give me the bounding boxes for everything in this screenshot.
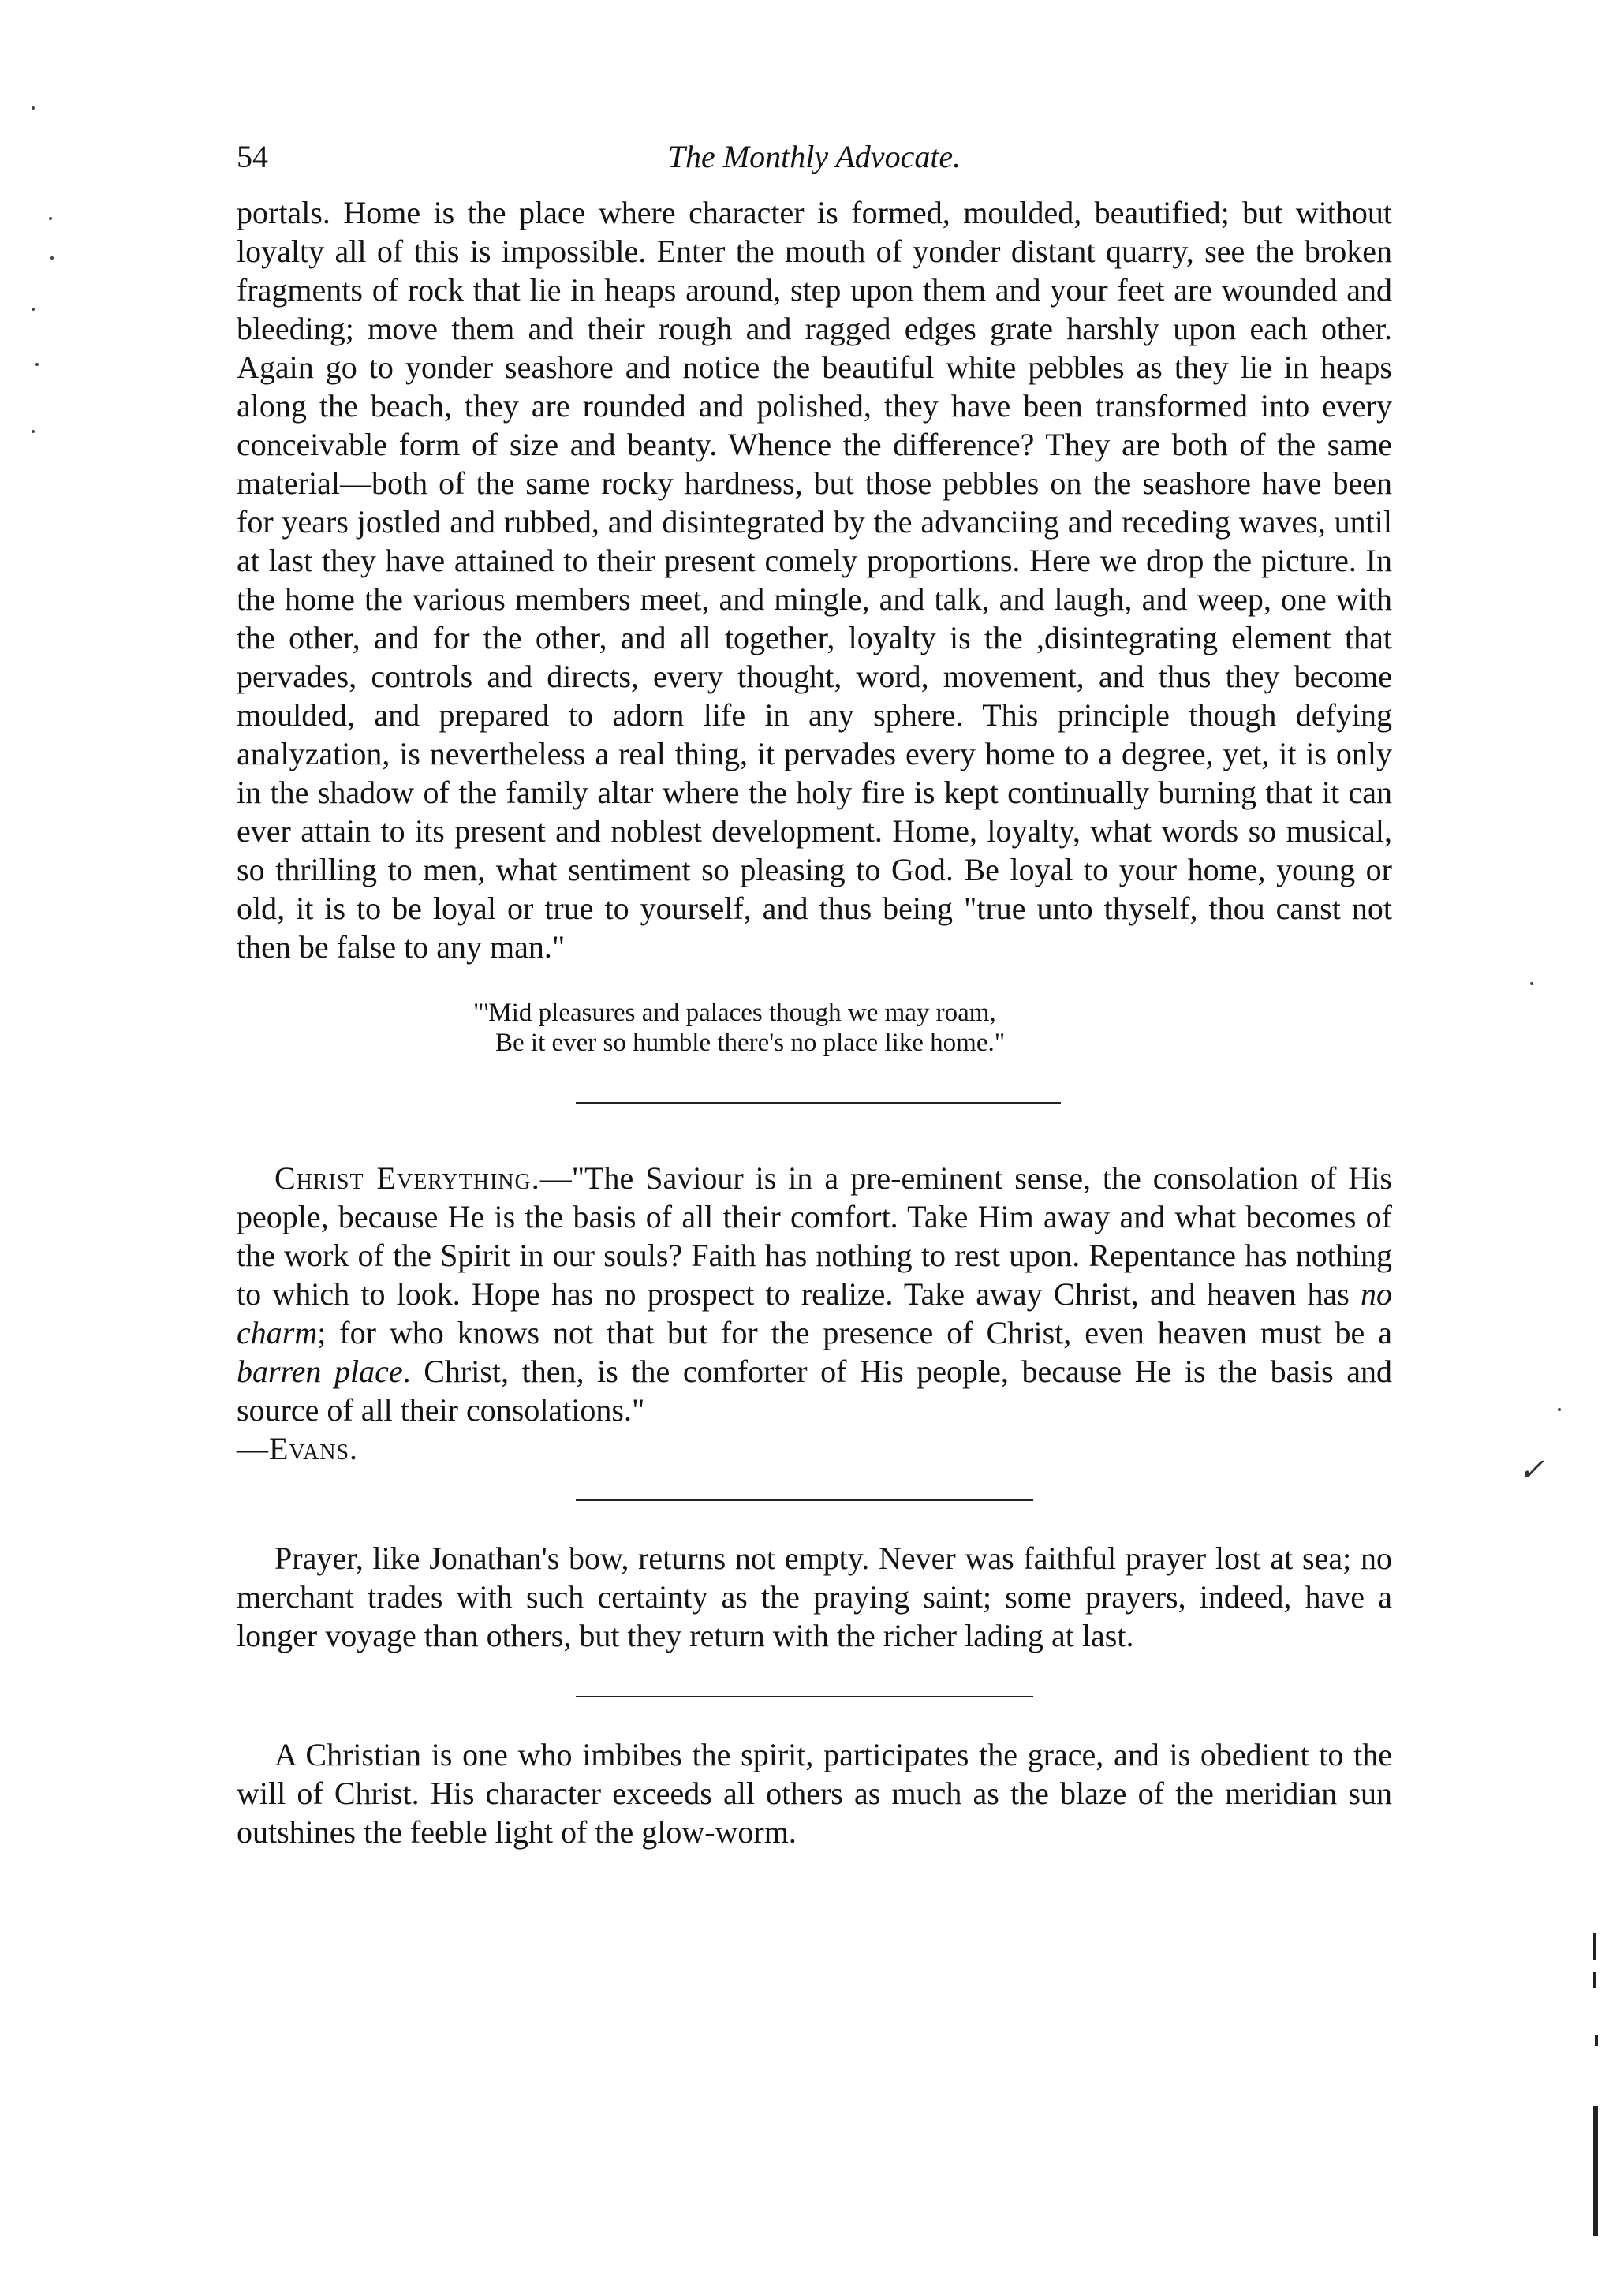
margin-speck xyxy=(50,256,54,260)
page-number: 54 xyxy=(237,139,268,174)
handwritten-mark: ✓ xyxy=(1518,1452,1545,1488)
italic-phrase: barren place xyxy=(237,1354,403,1389)
page-content xyxy=(237,138,1392,1851)
verse-quote xyxy=(473,998,1392,1058)
christ-everything-text: ; for who knows not that but for the presence of Christ, even heaven must be a xyxy=(317,1315,1392,1350)
running-title: The Monthly Advocate. xyxy=(667,139,961,174)
page-header xyxy=(237,138,1392,193)
scan-edge-mark xyxy=(1595,2035,1598,2046)
section-divider xyxy=(576,1499,1033,1501)
margin-speck xyxy=(32,430,35,433)
margin-speck xyxy=(32,106,35,110)
section-divider xyxy=(576,1696,1033,1697)
verse-line: "'Mid pleasures and palaces though we may roam, xyxy=(473,999,996,1027)
margin-speck xyxy=(1530,982,1533,985)
christian-paragraph: A Christian is one who imbibes the spirit, participates the grace, and is obedient to the will of Christ. His character exceeds all others as much as the blaze of the meridian sun outshines the feeble light of the glow-worm. xyxy=(237,1737,1392,1850)
christ-everything-text: —"The Saviour is in a pre-eminent sense, the consolation of His people, because He is the basis of all their comfort. Take Him away and what becomes of the work of the Spirit in our souls? Faith has nothing to rest upon. Repentance has nothing to which to look. Hope has no prospect to realize. Take away Christ, and heaven has xyxy=(237,1160,1392,1312)
article-paragraph: portals. Home is the place where character is formed, moulded, beautified; but without loyalty all of this is impossible. Enter the mouth of yonder distant quarry, see the broken fragments of rock that lie in heaps around, step upon them and your feet are wounded and bleeding; move them and their rough and ragged edges grate harshly upon each other. Again go to yonder seashore and notice the beautiful white pebbles as they lie in heaps along the beach, they are rounded and polished, they have been transformed into every conceivable form of size and beanty. Whence the difference? They are both of the same material—both of the same rocky hardness, but those pebbles on the seashore have been for years jostled and rubbed, and disintegrated by the advanciing and receding waves, until at last they have attained to their present comely proportions. Here we drop the picture. In the home the various members meet, and mingle, and talk, and laugh, and weep, one with the other, and for the other, and all together, loyalty is the ,disintegrating element that pervades, controls and directs, every thought, word, movement, and thus they become moulded, and prepared to adorn life in any sphere. This principle though defying analyzation, is nevertheless a real thing, it pervades every home to a degree, yet, it is only in the shadow of the family altar where the holy fire is kept continually burning that it can ever attain to its present and noblest development. Home, loyalty, what words so musical, so thrilling to men, what sentiment so pleasing to God. Be loyal to your home, young or old, it is to be loyal or true to yourself, and thus being "true unto thyself, thou canst not then be false to any man." xyxy=(237,195,1392,965)
prayer-paragraph: Prayer, like Jonathan's bow, returns not empty. Never was faithful prayer lost at sea; no merchant trades with such certainty as the praying saint; some prayers, indeed, have a longer voyage than others, but they return with the richer lading at last. xyxy=(237,1540,1392,1653)
christ-everything-paragraph xyxy=(237,1159,1392,1468)
scan-edge-mark xyxy=(1593,2106,1598,2236)
attribution: —Evans. xyxy=(237,1431,359,1466)
margin-speck xyxy=(1558,1408,1561,1411)
italic-phrase: no charm xyxy=(237,1276,1392,1350)
margin-speck xyxy=(32,308,35,311)
margin-speck xyxy=(49,217,52,220)
section-divider xyxy=(576,1102,1061,1104)
scan-edge-mark xyxy=(1593,1933,1596,1960)
margin-speck xyxy=(35,363,39,366)
christ-everything-text: . Christ, then, is the comforter of His people, because He is the basis and source of all their consolations." xyxy=(237,1354,1393,1428)
scan-edge-mark xyxy=(1593,1972,1596,1988)
verse-line: Be it ever so humble there's no place like home." xyxy=(495,1029,1006,1057)
christ-everything-heading: Christ Everything. xyxy=(274,1160,540,1196)
